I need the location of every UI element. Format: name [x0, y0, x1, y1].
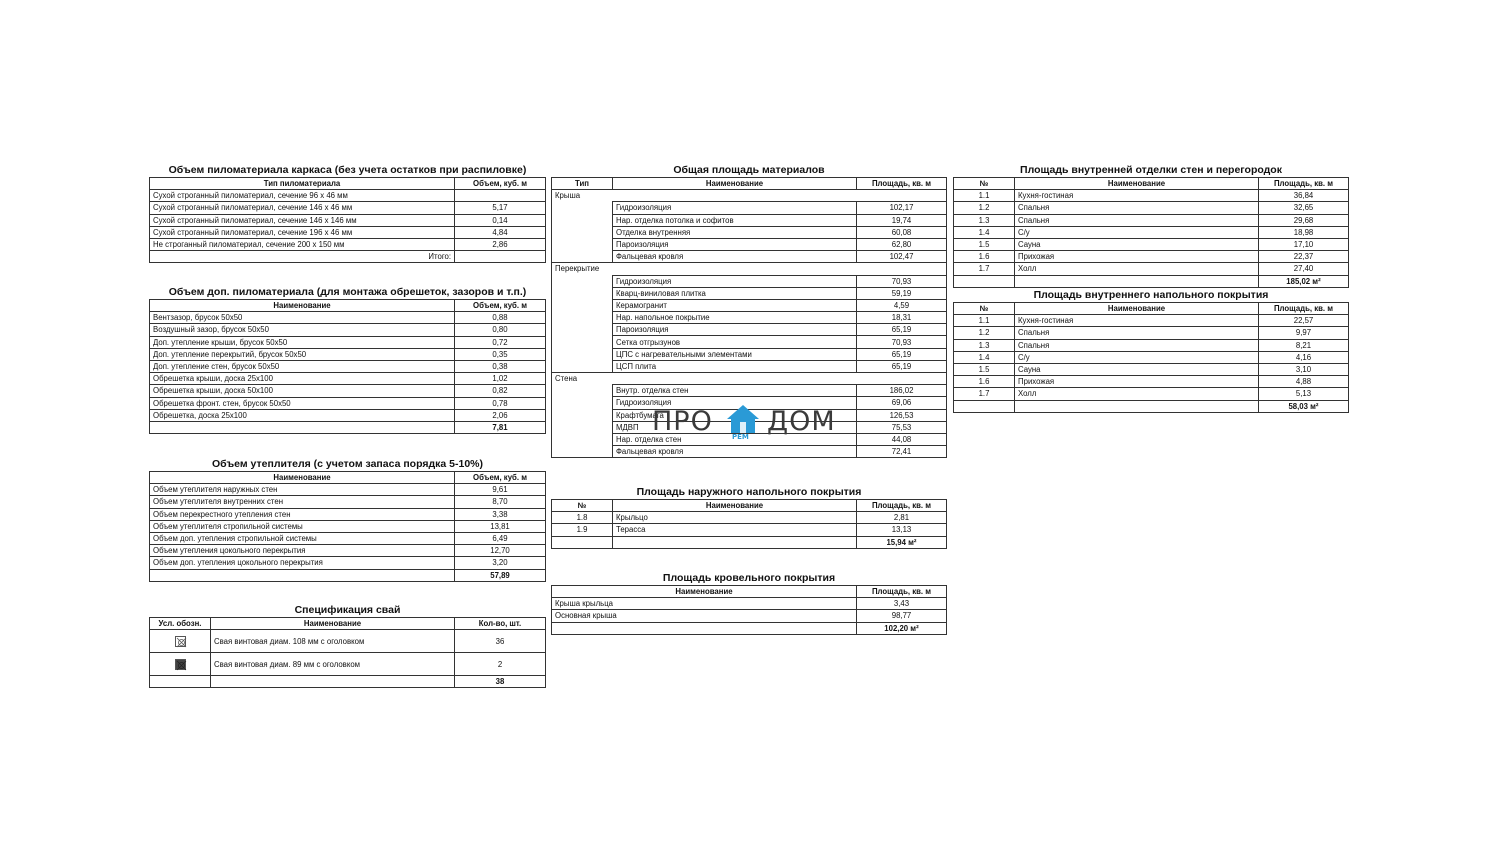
table-row — [552, 202, 947, 214]
cell-value: 4,59 — [857, 299, 947, 311]
cell-name: Объем утеплителя стропильной системы — [150, 520, 455, 532]
cell-name: Крафтбумага — [613, 409, 857, 421]
cell-name: Нар. отделка стен — [613, 433, 857, 445]
total-value: 7,81 — [455, 421, 546, 433]
table-row — [150, 484, 546, 496]
table-row — [150, 348, 546, 360]
roofing-title: Площадь кровельного покрытия — [662, 572, 836, 584]
cell-name: Объем утепления цокольного перекрытия — [150, 545, 455, 557]
total-empty — [150, 676, 211, 688]
cell-name: Пароизоляция — [613, 238, 857, 250]
table-row — [150, 545, 546, 557]
column-header: Тип пиломатериала — [150, 178, 455, 190]
cell-value: 5,17 — [455, 202, 546, 214]
total-empty — [954, 275, 1015, 287]
cell-value: 13,81 — [455, 520, 546, 532]
cell-name: Прихожая — [1015, 376, 1259, 388]
column-header: Наименование — [150, 472, 455, 484]
table-row — [954, 190, 1349, 202]
table-row — [552, 598, 947, 610]
cell-value: 3,10 — [1259, 363, 1349, 375]
cell-value: 3,38 — [455, 508, 546, 520]
group-spacer — [552, 275, 613, 373]
roofing-block — [551, 571, 947, 635]
cell-value: 17,10 — [1259, 238, 1349, 250]
cell-value: 0,14 — [455, 214, 546, 226]
cell-value: 0,80 — [455, 324, 546, 336]
total-empty — [1015, 275, 1259, 287]
group-label: Перекрытие — [552, 263, 947, 275]
outdoor-floor-title: Площадь наружного напольного покрытия — [636, 486, 862, 498]
column-header: Кол-во, шт. — [455, 618, 546, 630]
column-header: Объем, куб. м — [455, 300, 546, 312]
cell-name: Холл — [1015, 388, 1259, 400]
cell-name: Фальцевая кровля — [613, 446, 857, 458]
cell-value: 19,74 — [857, 214, 947, 226]
cell-name: Гидроизоляция — [613, 275, 857, 287]
cell-value: 102,17 — [857, 202, 947, 214]
table-row — [150, 190, 546, 202]
cell-name: Не строганный пиломатериал, сечение 200 х 150 мм — [150, 238, 455, 250]
column-header: Площадь, кв. м — [857, 586, 947, 598]
cell-number: 1.4 — [954, 351, 1015, 363]
floor-interior-block — [953, 288, 1349, 413]
table-row — [150, 336, 546, 348]
cell-name: Объем утеплителя внутренних стен — [150, 496, 455, 508]
cell-name: Доп. утепление стен, брусок 50х50 — [150, 360, 455, 372]
table-row — [954, 251, 1349, 263]
table-row — [150, 520, 546, 532]
cell-name: Сухой строганный пиломатериал, сечение 96 х 46 мм — [150, 190, 455, 202]
cell-value: 9,61 — [455, 484, 546, 496]
table-row — [150, 324, 546, 336]
cell-name: Кухня-гостиная — [1015, 315, 1259, 327]
total-row — [954, 400, 1349, 412]
table-row — [954, 327, 1349, 339]
cell-value: 62,80 — [857, 238, 947, 250]
cell-value: 13,13 — [857, 524, 947, 536]
total-empty — [954, 400, 1015, 412]
cell-number: 1.1 — [954, 315, 1015, 327]
cell-value: 12,70 — [455, 545, 546, 557]
cell-value: 126,53 — [857, 409, 947, 421]
total-empty — [150, 421, 455, 433]
cell-name: Обрешетка фронт. стен, брусок 50х50 — [150, 397, 455, 409]
outdoor-floor-block — [551, 485, 947, 549]
cell-name: Гидроизоляция — [613, 202, 857, 214]
cell-name: Спальня — [1015, 327, 1259, 339]
column-header: Усл. обозн. — [150, 618, 211, 630]
cell-value: 2 — [455, 653, 546, 676]
cell-number: 1.2 — [954, 327, 1015, 339]
cell-value: 69,06 — [857, 397, 947, 409]
watermark-text-right: ДОМ — [767, 406, 836, 437]
insulation-table — [149, 471, 546, 582]
column-header: Наименование — [1015, 303, 1259, 315]
table-row — [954, 263, 1349, 275]
pile-light-icon — [175, 636, 186, 647]
total-empty — [1015, 400, 1259, 412]
table-row — [954, 226, 1349, 238]
total-value: 38 — [455, 676, 546, 688]
symbol-cell — [150, 630, 211, 653]
cell-value: 60,08 — [857, 226, 947, 238]
total-empty — [613, 536, 857, 548]
table-row — [150, 226, 546, 238]
table-row — [150, 532, 546, 544]
cell-name: Доп. утепление крыши, брусок 50х50 — [150, 336, 455, 348]
cell-value: 70,93 — [857, 275, 947, 287]
cell-number: 1.9 — [552, 524, 613, 536]
cell-name: Сетка отгрызунов — [613, 336, 857, 348]
table-row — [150, 508, 546, 520]
cell-name: Сухой строганный пиломатериал, сечение 196 х 46 мм — [150, 226, 455, 238]
total-empty — [552, 536, 613, 548]
total-empty — [552, 622, 857, 634]
group-row — [552, 190, 947, 202]
cell-name: Свая винтовая диам. 108 мм с оголовком — [211, 630, 455, 653]
cell-name: Свая винтовая диам. 89 мм с оголовком — [211, 653, 455, 676]
table-row — [552, 512, 947, 524]
table-row — [954, 315, 1349, 327]
cell-name: Кухня-гостиная — [1015, 190, 1259, 202]
cell-name: Основная крыша — [552, 610, 857, 622]
extra-lumber-table — [149, 299, 546, 434]
lumber-title: Объем пиломатериала каркаса (без учета остатков при распиловке) — [168, 164, 527, 176]
cell-value: 2,06 — [455, 409, 546, 421]
materials-title: Общая площадь материалов — [673, 164, 825, 176]
cell-value: 0,38 — [455, 360, 546, 372]
table-row — [552, 610, 947, 622]
column-header: Наименование — [613, 178, 857, 190]
column-header: Наименование — [552, 586, 857, 598]
total-row — [954, 275, 1349, 287]
cell-name: Нар. напольное покрытие — [613, 312, 857, 324]
total-row — [150, 251, 546, 263]
table-row — [150, 202, 546, 214]
total-value: 57,89 — [455, 569, 546, 581]
table-row — [150, 496, 546, 508]
walls-interior-title: Площадь внутренней отделки стен и перегородок — [1020, 164, 1282, 176]
cell-value: 59,19 — [857, 287, 947, 299]
cell-value: 8,21 — [1259, 339, 1349, 351]
cell-value: 65,19 — [857, 360, 947, 372]
table-row — [150, 385, 546, 397]
cell-value: 75,53 — [857, 421, 947, 433]
total-empty — [150, 569, 455, 581]
cell-name: Фальцевая кровля — [613, 251, 857, 263]
cell-value: 4,16 — [1259, 351, 1349, 363]
floor-interior-table — [953, 302, 1349, 413]
cell-value: 70,93 — [857, 336, 947, 348]
table-row — [954, 202, 1349, 214]
cell-value: 0,78 — [455, 397, 546, 409]
column-header: Наименование — [613, 500, 857, 512]
group-spacer — [552, 202, 613, 263]
cell-number: 1.3 — [954, 339, 1015, 351]
table-row — [150, 557, 546, 569]
table-header-row — [150, 300, 546, 312]
walls-interior-table — [953, 177, 1349, 288]
pile-dark-icon — [175, 659, 186, 670]
table-header-row — [150, 178, 546, 190]
total-row — [150, 676, 546, 688]
table-row — [150, 373, 546, 385]
piles-title: Спецификация свай — [294, 604, 401, 616]
cell-value: 3,43 — [857, 598, 947, 610]
table-row — [150, 238, 546, 250]
total-row — [552, 536, 947, 548]
table-row — [954, 388, 1349, 400]
cell-value: 32,65 — [1259, 202, 1349, 214]
extra-lumber-block — [149, 285, 546, 434]
cell-name: ЦСП плита — [613, 360, 857, 372]
table-header-row — [552, 586, 947, 598]
cell-value: 36,84 — [1259, 190, 1349, 202]
cell-name: Крыша крыльца — [552, 598, 857, 610]
table-row — [150, 397, 546, 409]
cell-value: 65,19 — [857, 348, 947, 360]
table-row — [150, 360, 546, 372]
piles-table — [149, 617, 546, 688]
table-row — [150, 409, 546, 421]
cell-name: Доп. утепление перекрытий, брусок 50х50 — [150, 348, 455, 360]
column-header: № — [552, 500, 613, 512]
cell-value: 22,37 — [1259, 251, 1349, 263]
cell-name: Обрешетка крыши, доска 25х100 — [150, 373, 455, 385]
total-label: Итого: — [150, 251, 455, 263]
table-row — [150, 630, 546, 653]
cell-name: Нар. отделка потолка и софитов — [613, 214, 857, 226]
cell-name: Отделка внутренняя — [613, 226, 857, 238]
column-header: Тип — [552, 178, 613, 190]
column-header: Объем, куб. м — [455, 178, 546, 190]
cell-value: 4,88 — [1259, 376, 1349, 388]
cell-value: 36 — [455, 630, 546, 653]
total-row — [150, 421, 546, 433]
table-row — [954, 339, 1349, 351]
outdoor-floor-table — [551, 499, 947, 549]
cell-number: 1.8 — [552, 512, 613, 524]
cell-value: 5,13 — [1259, 388, 1349, 400]
cell-name: Гидроизоляция — [613, 397, 857, 409]
cell-name: Объем доп. утепления цокольного перекрытия — [150, 557, 455, 569]
piles-block — [149, 603, 546, 688]
table-row — [954, 376, 1349, 388]
extra-lumber-title: Объем доп. пиломатериала (для монтажа обрешеток, зазоров и т.п.) — [168, 286, 527, 298]
column-header: № — [954, 178, 1015, 190]
total-value — [455, 251, 546, 263]
cell-name: Прихожая — [1015, 251, 1259, 263]
table-row — [552, 385, 947, 397]
cell-name: Сауна — [1015, 363, 1259, 375]
cell-name: Кварц-виниловая плитка — [613, 287, 857, 299]
table-header-row — [954, 178, 1349, 190]
symbol-cell — [150, 653, 211, 676]
table-header-row — [552, 178, 947, 190]
cell-name: Объем перекрестного утепления стен — [150, 508, 455, 520]
cell-name: Обрешетка, доска 25х100 — [150, 409, 455, 421]
cell-name: Объем доп. утепления стропильной системы — [150, 532, 455, 544]
cell-value: 18,31 — [857, 312, 947, 324]
cell-value: 102,47 — [857, 251, 947, 263]
table-row — [552, 275, 947, 287]
cell-number: 1.5 — [954, 238, 1015, 250]
column-header: № — [954, 303, 1015, 315]
floor-interior-title: Площадь внутреннего напольного покрытия — [1033, 289, 1269, 301]
cell-name: Спальня — [1015, 214, 1259, 226]
cell-name: Керамогранит — [613, 299, 857, 311]
total-empty — [211, 676, 455, 688]
column-header: Площадь, кв. м — [857, 178, 947, 190]
cell-name: Обрешетка крыши, доска 50х100 — [150, 385, 455, 397]
cell-name: МДВП — [613, 421, 857, 433]
cell-name: Пароизоляция — [613, 324, 857, 336]
cell-value: 29,68 — [1259, 214, 1349, 226]
table-header-row — [954, 303, 1349, 315]
cell-value: 0,82 — [455, 385, 546, 397]
cell-value: 0,72 — [455, 336, 546, 348]
cell-name: Сухой строганный пиломатериал, сечение 146 х 146 мм — [150, 214, 455, 226]
cell-value: 9,97 — [1259, 327, 1349, 339]
cell-name: Вентзазор, брусок 50х50 — [150, 312, 455, 324]
total-row — [552, 622, 947, 634]
walls-interior-block — [953, 163, 1349, 288]
cell-value: 2,86 — [455, 238, 546, 250]
watermark-text-left: ПРО — [652, 406, 713, 437]
cell-name: С/у — [1015, 226, 1259, 238]
column-header: Наименование — [211, 618, 455, 630]
cell-value — [455, 190, 546, 202]
cell-value: 44,08 — [857, 433, 947, 445]
cell-number: 1.7 — [954, 263, 1015, 275]
column-header: Наименование — [1015, 178, 1259, 190]
insulation-title: Объем утеплителя (с учетом запаса порядка 5-10%) — [211, 458, 484, 470]
total-row — [150, 569, 546, 581]
table-row — [150, 312, 546, 324]
lumber-block — [149, 163, 546, 263]
total-value: 185,02 м² — [1259, 275, 1349, 287]
cell-name: С/у — [1015, 351, 1259, 363]
cell-value: 4,84 — [455, 226, 546, 238]
group-row — [552, 373, 947, 385]
cell-number: 1.2 — [954, 202, 1015, 214]
cell-value: 186,02 — [857, 385, 947, 397]
cell-number: 1.5 — [954, 363, 1015, 375]
cell-value: 65,19 — [857, 324, 947, 336]
table-header-row — [552, 500, 947, 512]
cell-number: 1.3 — [954, 214, 1015, 226]
cell-number: 1.6 — [954, 376, 1015, 388]
cell-value: 22,57 — [1259, 315, 1349, 327]
cell-name: Спальня — [1015, 202, 1259, 214]
table-row — [954, 363, 1349, 375]
cell-value: 3,20 — [455, 557, 546, 569]
cell-number: 1.7 — [954, 388, 1015, 400]
table-row — [552, 524, 947, 536]
cell-value: 72,41 — [857, 446, 947, 458]
column-header: Объем, куб. м — [455, 472, 546, 484]
cell-name: Внутр. отделка стен — [613, 385, 857, 397]
cell-value: 98,77 — [857, 610, 947, 622]
cell-value: 8,70 — [455, 496, 546, 508]
roofing-table — [551, 585, 947, 635]
cell-name: Спальня — [1015, 339, 1259, 351]
table-row — [954, 351, 1349, 363]
cell-value: 18,98 — [1259, 226, 1349, 238]
table-header-row — [150, 472, 546, 484]
cell-name: Сухой строганный пиломатериал, сечение 146 х 46 мм — [150, 202, 455, 214]
table-row — [150, 214, 546, 226]
cell-name: Воздушный зазор, брусок 50х50 — [150, 324, 455, 336]
table-row — [954, 238, 1349, 250]
total-value: 102,20 м² — [857, 622, 947, 634]
cell-value: 2,81 — [857, 512, 947, 524]
cell-number: 1.6 — [954, 251, 1015, 263]
total-value: 15,94 м² — [857, 536, 947, 548]
total-value: 58,03 м² — [1259, 400, 1349, 412]
table-row — [954, 214, 1349, 226]
column-header: Площадь, кв. м — [857, 500, 947, 512]
table-header-row — [150, 618, 546, 630]
group-row — [552, 263, 947, 275]
group-label: Крыша — [552, 190, 947, 202]
cell-value: 0,88 — [455, 312, 546, 324]
table-row — [150, 653, 546, 676]
cell-name: Крыльцо — [613, 512, 857, 524]
column-header: Наименование — [150, 300, 455, 312]
cell-number: 1.4 — [954, 226, 1015, 238]
cell-value: 6,49 — [455, 532, 546, 544]
column-header: Площадь, кв. м — [1259, 303, 1349, 315]
group-label: Стена — [552, 373, 947, 385]
cell-name: Объем утеплителя наружных стен — [150, 484, 455, 496]
group-spacer — [552, 385, 613, 458]
cell-value: 27,40 — [1259, 263, 1349, 275]
cell-name: Холл — [1015, 263, 1259, 275]
cell-value: 0,35 — [455, 348, 546, 360]
lumber-table — [149, 177, 546, 263]
insulation-block — [149, 457, 546, 582]
watermark-logo — [652, 404, 848, 446]
cell-name: Сауна — [1015, 238, 1259, 250]
column-header: Площадь, кв. м — [1259, 178, 1349, 190]
watermark-subtext: РЕМ — [732, 433, 749, 441]
cell-name: ЦПС с нагревательными элементами — [613, 348, 857, 360]
cell-number: 1.1 — [954, 190, 1015, 202]
cell-value: 1,02 — [455, 373, 546, 385]
cell-name: Терасса — [613, 524, 857, 536]
